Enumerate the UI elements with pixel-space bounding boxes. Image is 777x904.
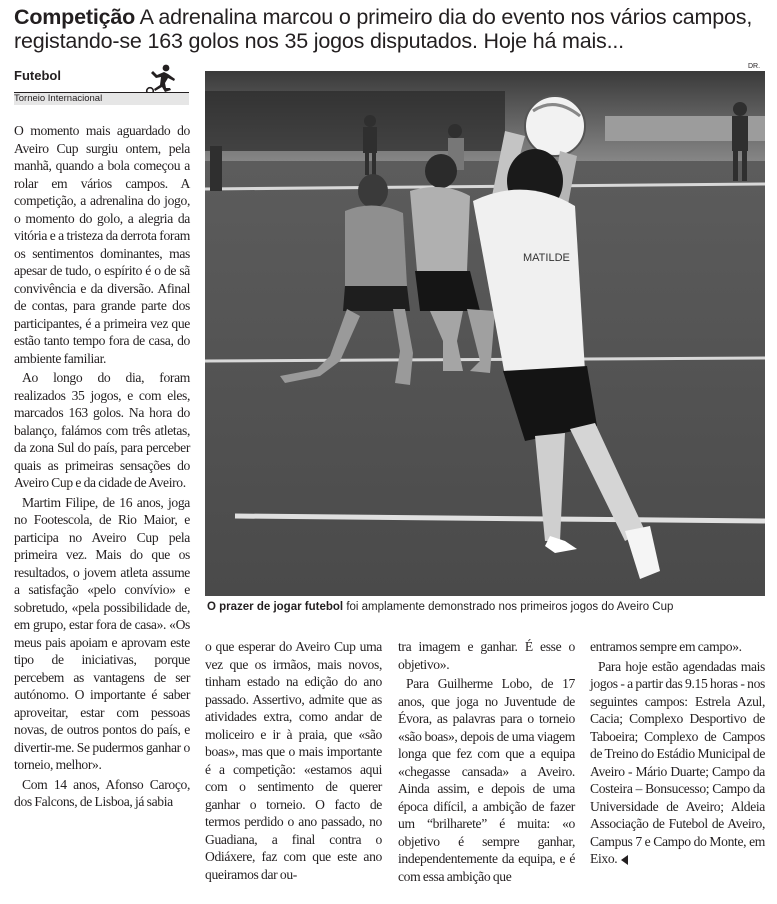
photo-caption <box>207 600 767 614</box>
section-title: Futebol <box>14 68 61 83</box>
paragraph: Martim Filipe, de 16 anos, joga no Footescola, de Rio Maior, e participa no Aveiro Cup pela primeira vez. Mais do que os resultados, o jovem atleta assume a satisfação «pelo convívio» e sobretudo, «pela possibilidade de, em grupo, estar fora de casa». «Os meus pais apoiam e aprovam este tipo de iniciativas, porque percebem as vantagens de ser autónomo. O importante é saber aproveitar, estar com pessoas novas, de outros pontos do país, e divertir-me. Se pudermos ganhar o torneio, melhor». <box>14 494 190 772</box>
svg-text:MATILDE: MATILDE <box>523 252 570 264</box>
paragraph: entramos sempre em campo». <box>590 639 742 654</box>
caption-text: foi amplamente demonstrado nos primeiros jogos do Aveiro Cup <box>346 601 674 613</box>
headline-kicker: Competição <box>14 5 136 29</box>
headline-text: A adrenalina marcou o primeiro dia do evento nos vários campos, registando-se 163 golos nos 35 jogos disputados. Hoje há mais... <box>14 5 753 53</box>
paragraph: Ao longo do dia, foram realizados 35 jogos, e com eles, marcados 163 golos. Na hora do balanço, falámos com três atletas, da zona Sul do país, para perceber quais as primeiras sensações do Aveiro Cup e da cidade de Aveiro. <box>14 370 190 490</box>
caption-bold: O prazer de jogar futebol <box>207 601 344 613</box>
article-column-3 <box>398 638 575 885</box>
article-column-2 <box>205 638 382 883</box>
headline <box>14 5 770 53</box>
paragraph: Com 14 anos, Afonso Caroço, dos Falcons, de Lisboa, já sabia <box>14 776 190 809</box>
end-mark-icon <box>621 855 628 865</box>
paragraph: Para Guilherme Lobo, de 17 anos, que joga no Juventude de Évora, as palavras para o torneio «são boas», depois de uma viagem longa que fez com que a equipa «chegasse cansada» a Aveiro. Ainda assim, e depois de uma época difícil, a ambição de fazer um “brilharete” é muita: «o objetivo é sempre ganhar, independentemente da equipa, e é com essa ambição que <box>398 676 575 884</box>
paragraph-last <box>590 658 765 868</box>
section-header <box>14 66 189 104</box>
match-photo <box>205 71 765 596</box>
paragraph-text: Para hoje estão agendadas mais jogos - a partir das 9.15 horas - nos seguintes campos: Estrela Azul, Cacia; Complexo Desportivo de Taboeira; Complexo de Campos de Treino do Estádio Municipal de Aveiro - Mário Duarte; Campo da Costeira – Bonsucesso; Campo da Universidade de Aveiro; Aldeia Associação de Futebol de Aveiro, Campus 7 e Campo do Monte, em Eixo. <box>590 658 765 866</box>
paragraph: O momento mais aguardado do Aveiro Cup surgiu ontem, pela manhã, quando a bola começou a rolar em vários campos. A competição, a adrenalina do jogo, o momento do golo, a alegria da vitória e a tristeza da derrota foram os sentimentos dominantes, mas apesar de tudo, o espírito é o de sã convivência e da diversão. Afinal de contas, para grande parte dos participantes, é a primeira vez que estão tanto tempo fora de casa, do ambiente familiar. <box>14 123 190 366</box>
article-column-4 <box>590 638 765 868</box>
paragraph: tra imagem e ganhar. É esse o objetivo». <box>398 639 575 672</box>
photo-credit: DR. <box>748 63 761 70</box>
section-subtitle: Torneio Internacional <box>14 92 189 105</box>
paragraph: o que esperar do Aveiro Cup uma vez que os irmãos, mais novos, tinham estado na edição do ano passado. Assertivo, admite que as atividades extra, como andar de moliceiro e ir à praia, que «são boas», mas que o mais importante é a competição: «estamos aqui com o sentimento de querer ganhar o torneio. O facto de termos perdido o ano passado, no Guadiana, a final contra o Odiáxere, faz com que este ano queiramos dar ou- <box>205 639 382 882</box>
article-column-1 <box>14 122 190 811</box>
